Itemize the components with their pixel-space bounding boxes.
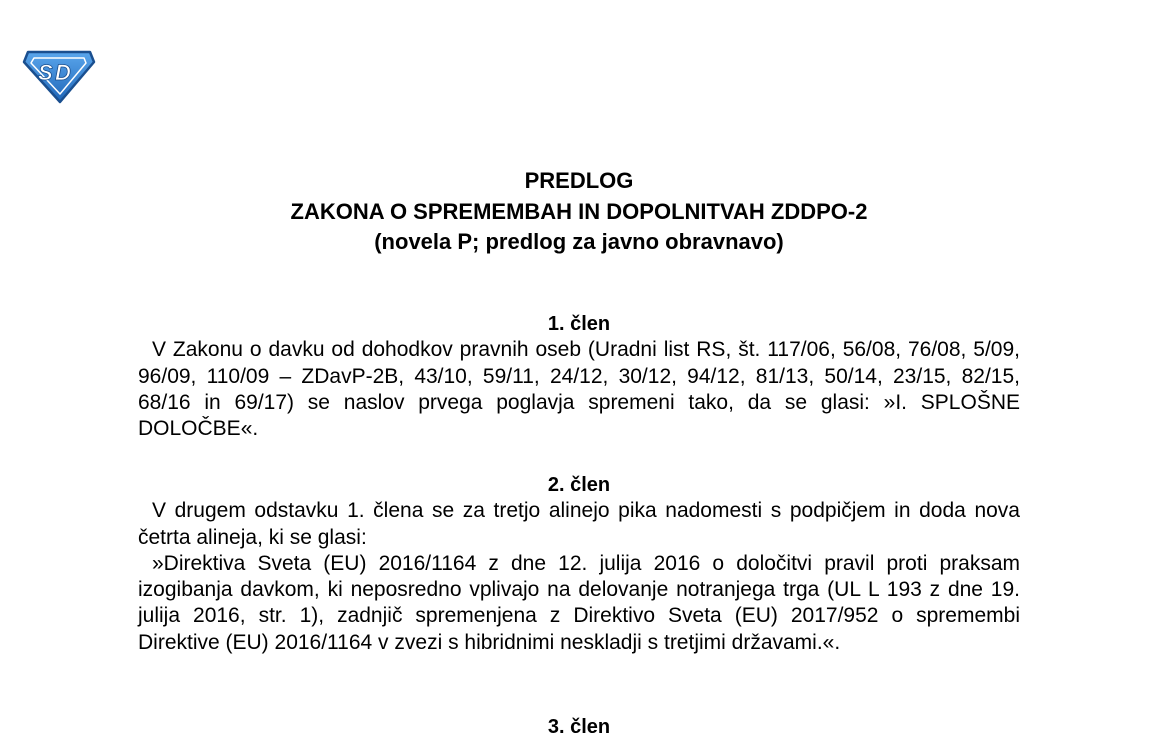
article-3 <box>138 714 1020 740</box>
svg-text:D: D <box>55 60 71 85</box>
article-heading: 1. člen <box>547 313 611 335</box>
article-heading: 2. člen <box>547 474 611 496</box>
article-paragraph-quote: »Direktiva Sveta (EU) 2016/1164 z dne 12. julija 2016 o določitvi pravil proti praksam izogibanja davkom, ki neposredno vplivajo na delovanje notranjega trga (UL L 193 z dne 19. julija 2016, str. 1), zadnjič spremenjena z Direktivo Sveta (EU) 2017/952 o spremembi Direktive (EU) 2016/1164 v zvezi s hibridnimi neskladji s tretjimi državami.«. <box>138 551 1020 654</box>
article-paragraph: V drugem odstavku 1. člena se za tretjo alinejo pika nadomesti s podpičjem in doda nova četrta alineja, ki se glasi: <box>138 499 1020 549</box>
document-title <box>138 166 1020 258</box>
article-2 <box>138 472 1020 656</box>
article-heading: 3. člen <box>547 716 611 738</box>
svg-text:S: S <box>38 60 53 85</box>
logo-emblem-icon <box>22 48 96 104</box>
title-line-1: PREDLOG <box>524 168 634 193</box>
title-line-2: ZAKONA O SPREMEMBAH IN DOPOLNITVAH ZDDPO-2 <box>290 198 868 224</box>
title-line-3: (novela P; predlog za javno obravnavo) <box>374 229 784 254</box>
article-paragraph: V Zakonu o davku od dohodkov pravnih oseb (Uradni list RS, št. 117/06, 56/08, 76/08, 5/09, 96/09, 110/09 – ZDavP-2B, 43/10, 59/11, 24/12, 30/12, 94/12, 81/13, 50/14, 23/15, 82/15, 68/16 in 69/17) se naslov prvega poglavja spremeni tako, da se glasi: »I. SPLOŠNE DOLOČBE«. <box>138 338 1020 441</box>
article-1 <box>138 311 1020 442</box>
